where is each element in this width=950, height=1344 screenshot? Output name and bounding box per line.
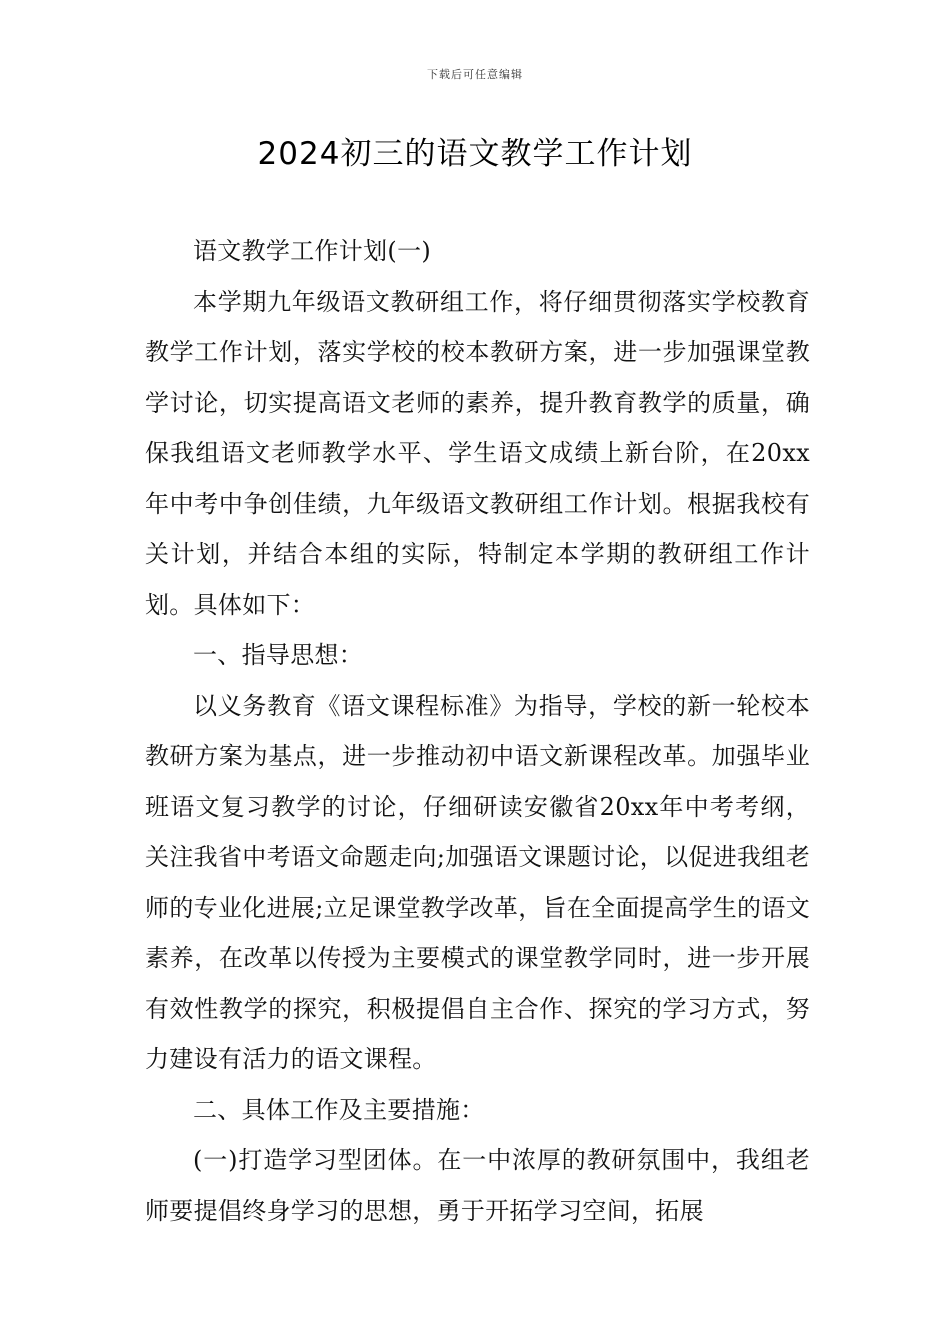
section-heading-guiding-thought: 一、指导思想： xyxy=(193,641,364,669)
document-body xyxy=(145,226,810,1236)
document-title: 2024初三的语文教学工作计划 xyxy=(257,136,693,172)
section-subtitle: 语文教学工作计划(一) xyxy=(193,237,432,265)
paragraph-learning-team: (一)打造学习型团体。在一中浓厚的教研氛围中，我组老师要提倡终身学习的思想，勇于开拓学习空间，拓展 xyxy=(145,1146,810,1225)
header-note: 下载后可任意编辑 xyxy=(427,68,523,81)
paragraph-guiding-thought: 以义务教育《语文课程标准》为指导，学校的新一轮校本教研方案为基点，进一步推动初中语文新课程改革。加强毕业班语文复习教学的讨论，仔细研读安徽省20xx年中考考纲，关注我省中考语文命题走向;加强语文课题讨论，以促进我组老师的专业化进展;立足课堂教学改革，旨在全面提高学生的语文素养，在改革以传授为主要模式的课堂教学同时，进一步开展有效性教学的探究，积极提倡自主合作、探究的学习方式，努力建设有活力的语文课程。 xyxy=(145,691,810,1073)
section-heading-measures: 二、具体工作及主要措施： xyxy=(193,1095,485,1124)
paragraph-intro: 本学期九年级语文教研组工作，将仔细贯彻落实学校教育教学工作计划，落实学校的校本教研方案，进一步加强课堂教学讨论，切实提高语文老师的素养，提升教育教学的质量，确保我组语文老师教学水平、学生语文成绩上新台阶，在20xx年中考中争创佳绩，九年级语文教研组工作计划。根据我校有关计划，并结合本组的实际，特制定本学期的教研组工作计划。具体如下： xyxy=(145,287,810,619)
